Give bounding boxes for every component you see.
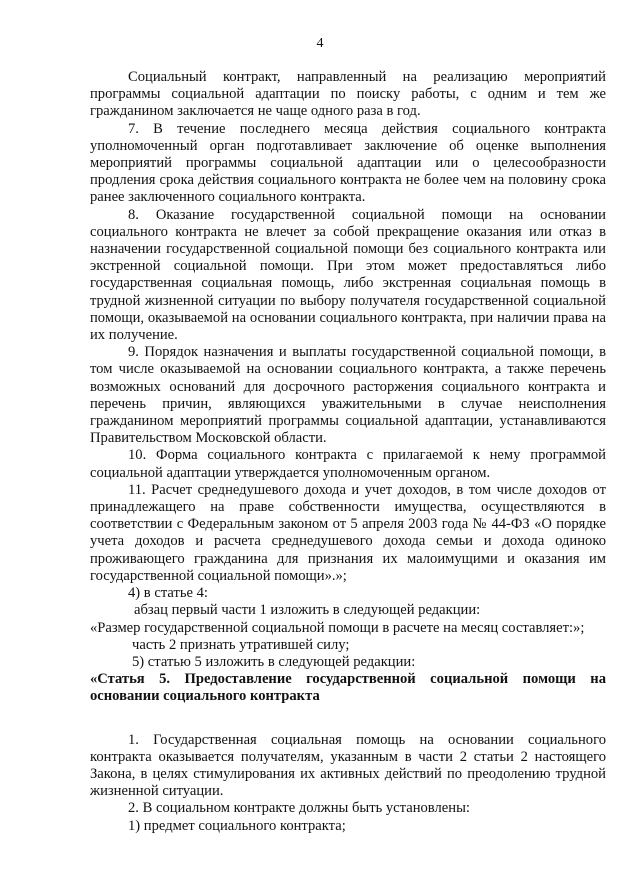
article-5-paragraph-2: 2. В социальном контракте должны быть установлены: xyxy=(128,800,470,817)
amendment-part-2: часть 2 признать утратившей силу; xyxy=(132,636,350,653)
document-body xyxy=(90,69,606,835)
spacer xyxy=(90,706,606,732)
amendment-item-4: 4) в статье 4: xyxy=(128,585,208,602)
page-number: 4 xyxy=(316,36,324,51)
amendment-abzac: абзац первый части 1 изложить в следующей редакции: xyxy=(134,602,481,619)
paragraph-9: 9. Порядок назначения и выплаты государственной социальной помощи, в том числе оказываемой на основании социального контракта, а также перечень возможных оснований для досрочного расторжения социального контракта и перечень причин, являющихся уважительными в случае неисполнения гражданином мероприятий программы социальной адаптации, устанавливаются Правительством Московской области. xyxy=(90,344,606,447)
paragraph-8: 8. Оказание государственной социальной помощи на основании социального контракта не влечет за собой прекращение оказания или отказ в назначении государственной социальной помощи без социального контракта или экстренной социальной помощи. При этом может предоставляться либо государственная социальная помощь, либо экстренная социальная помощь в трудной жизненной ситуации по выбору получателя государственной социальной помощи, оказываемой на основании социального контракта, при наличии права на их получение. xyxy=(90,206,606,344)
paragraph-7: 7. В течение последнего месяца действия социального контракта уполномоченный орган подготавливает заключение об оценке выполнения мероприятий программы социальной адаптации или о целесообразности продления срока действия социального контракта не более чем на половину срока ранее заключенного социального контракта. xyxy=(90,120,606,206)
amendment-item-5: 5) статью 5 изложить в следующей редакции: xyxy=(132,653,416,670)
paragraph-10: 10. Форма социального контракта с прилагаемой к нему программой социальной адаптации утверждается уполномоченным органом. xyxy=(90,447,606,481)
article-5-heading: «Статья 5. Предоставление государственной социальной помощи на основании социального контракта xyxy=(90,671,606,705)
article-5-item-1: 1) предмет социального контракта; xyxy=(128,817,346,834)
paragraph-11: 11. Расчет среднедушевого дохода и учет доходов, в том числе доходов от принадлежащего на праве собственности имущества, осуществляются в соответствии с Федеральным законом от 5 апреля 2003 года № 44-ФЗ «О порядке учета доходов и расчета среднедушевого дохода семьи и дохода одиноко проживающего гражданина для признания их малоимущими и оказания им государственной социальной помощи».»; xyxy=(90,481,606,584)
amendment-quote: «Размер государственной социальной помощи в расчете на месяц составляет:»; xyxy=(90,619,585,636)
paragraph-intro: Социальный контракт, направленный на реализацию мероприятий программы социальной адаптации по поиску работы, с одним и тем же гражданином заключается не чаще одного раза в год. xyxy=(90,69,606,120)
article-5-paragraph-1: 1. Государственная социальная помощь на основании социального контракта оказывается получателям, указанным в части 2 статьи 2 настоящего Закона, в целях стимулирования их активных действий по преодолению трудной жизненной ситуации. xyxy=(90,731,606,800)
